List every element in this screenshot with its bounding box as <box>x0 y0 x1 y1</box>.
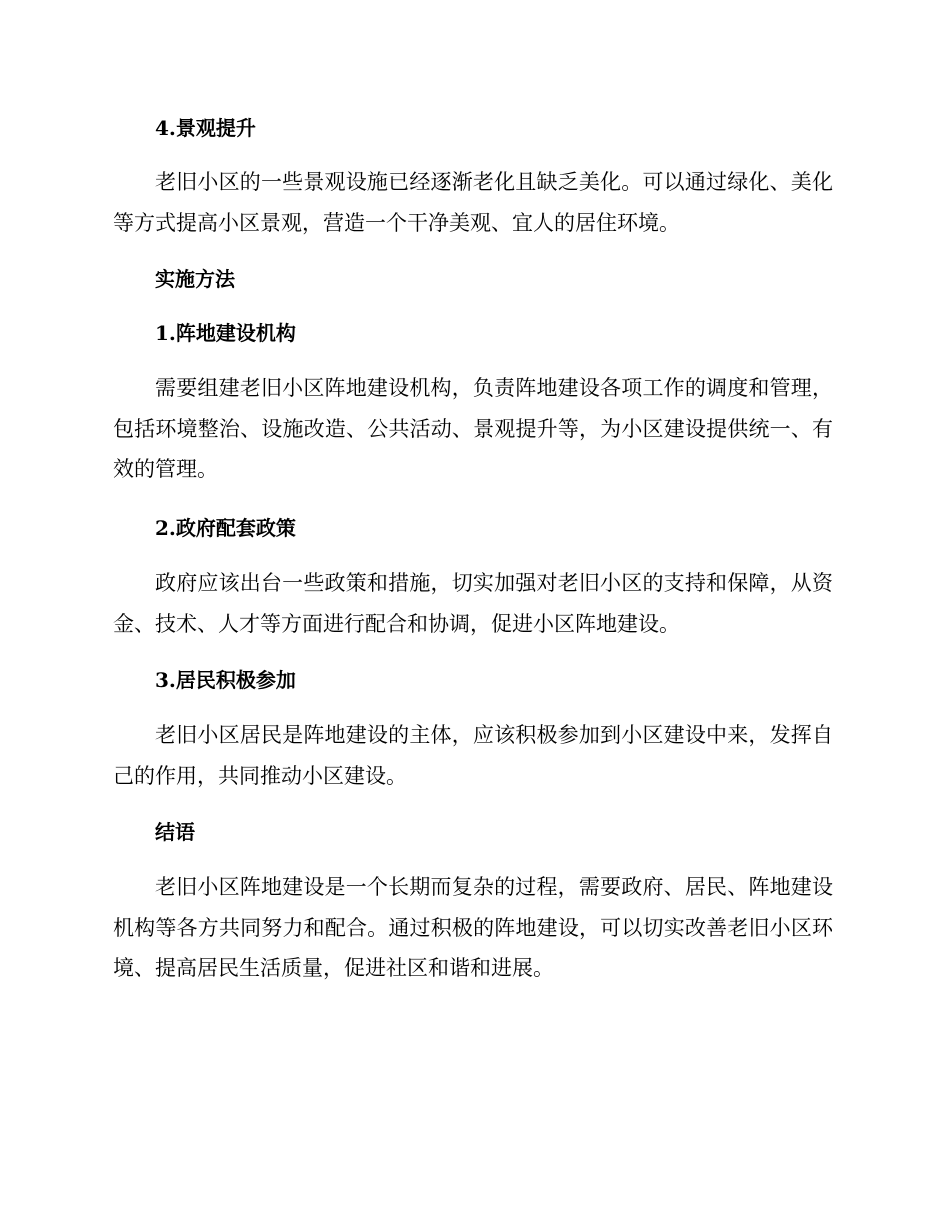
section-heading-residents: 3.居民积极参加 <box>155 668 296 692</box>
paragraph-policy: 政府应该出台一些政策和措施，切实加强对老旧小区的支持和保障，从资金、技术、人才等方面进行配合和协调，促进小区阵地建设。 <box>113 571 833 636</box>
section-heading-organization: 1.阵地建设机构 <box>155 321 296 345</box>
paragraph-organization: 需要组建老旧小区阵地建设机构，负责阵地建设各项工作的调度和管理，包括环境整治、设施改造、公共活动、景观提升等，为小区建设提供统一、有效的管理。 <box>113 376 833 481</box>
section-heading-landscape: 4.景观提升 <box>155 116 256 140</box>
section-heading-implementation: 实施方法 <box>155 267 235 291</box>
section-heading-policy: 2.政府配套政策 <box>155 516 296 540</box>
section-heading-conclusion: 结语 <box>155 820 195 844</box>
paragraph-landscape: 老旧小区的一些景观设施已经逐渐老化且缺乏美化。可以通过绿化、美化等方式提高小区景观，营造一个干净美观、宜人的居住环境。 <box>113 170 833 235</box>
paragraph-conclusion: 老旧小区阵地建设是一个长期而复杂的过程，需要政府、居民、阵地建设机构等各方共同努力和配合。通过积极的阵地建设，可以切实改善老旧小区环境、提高居民生活质量，促进社区和谐和进展。 <box>113 875 833 980</box>
paragraph-residents: 老旧小区居民是阵地建设的主体，应该积极参加到小区建设中来，发挥自己的作用，共同推动小区建设。 <box>113 723 833 788</box>
